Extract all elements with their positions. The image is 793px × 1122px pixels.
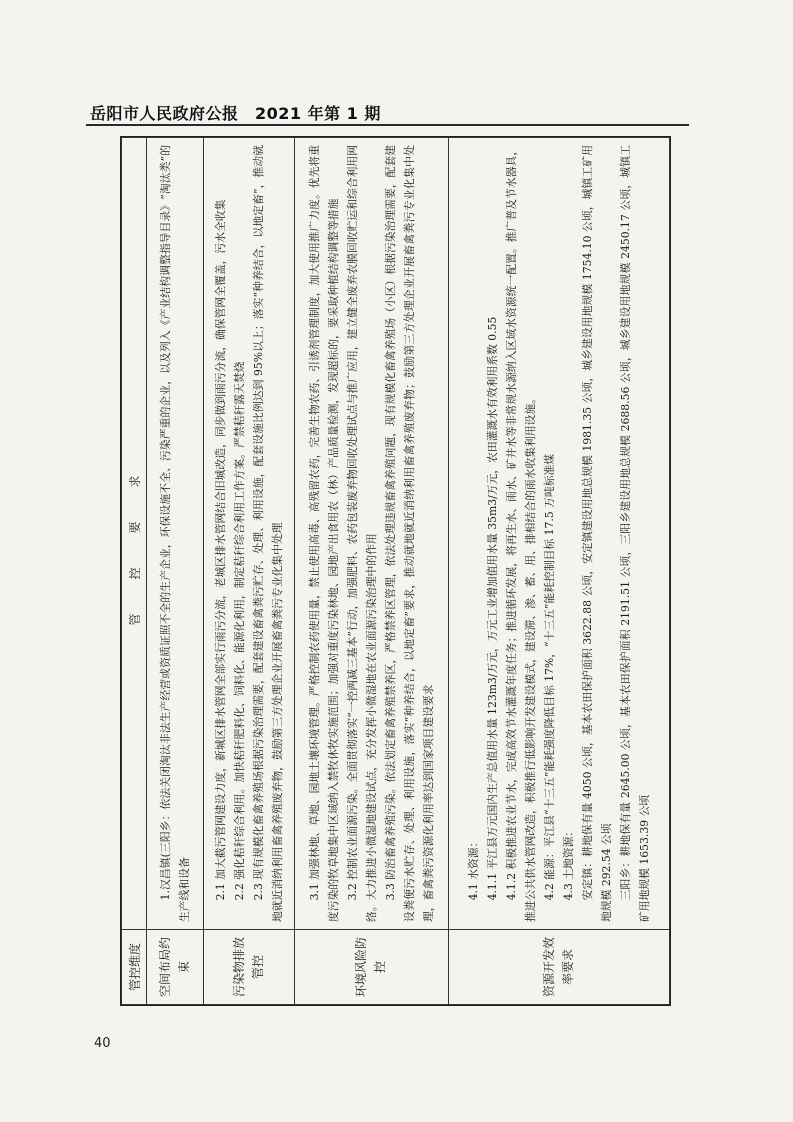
requirement-paragraph: 4.1.1 平江县万元国内生产总值用水量 123m3/万元，万元工业增加值用水量 35m3/万元，农田灌溉水有效利用系数 0.55 xyxy=(486,316,499,901)
page-number: 40 xyxy=(94,1036,111,1051)
requirement-paragraph: 2.1 加大截污管网建设力度，新城区排水管网全部实行雨污分流，老城区排水管网结合旧城改造，同步做到雨污分流，确保管网全覆盖，污水全收集 xyxy=(213,199,227,901)
dimension-cell: 资源开发效率要求 xyxy=(449,930,670,1005)
requirement-cell xyxy=(294,138,448,930)
header-dimension: 管控维度 xyxy=(122,930,147,1005)
header-requirement: 管控要求 xyxy=(122,138,147,930)
requirement-paragraph: 4.1 水资源： xyxy=(467,836,480,901)
dimension-cell: 污染物排放管控 xyxy=(203,930,294,1005)
requirement-paragraph: 3.3 防治畜禽养殖污染。依法划定畜禽养殖禁养区，严格禁养区管理，依法处理违规畜禽养殖问题，现有规模化畜禽养殖场（小区）根据污染治理需要，配套建设粪便污水贮存、处理、利用设施，落实“种养结合，以地定畜”要求，推动就地就近消纳利用畜禽养殖废弃物；鼓励第三方处理企业开展畜禽粪污专业化集中处理，畜禽粪污资源化利用率达到国家项目建设要求 xyxy=(383,145,435,922)
table-body xyxy=(147,138,670,1005)
requirement-paragraph: 4.3 土地资源： xyxy=(562,825,575,901)
table-row-spatial-layout xyxy=(147,138,204,1005)
control-requirements-table xyxy=(120,136,671,1006)
requirement-cell xyxy=(203,138,294,930)
requirement-paragraph: 安定镇：耕地保有量 4050 公顷，基本农田保护面积 3622.88 公顷，安定镇建设用地总规模 1981.35 公顷，城乡建设用地规模 1754.10 公顷，城镇工矿用地规模 292.54 公顷 xyxy=(581,145,613,922)
requirement-paragraph: 三阳乡：耕地保有量 2645.00 公顷，基本农田保护面积 2191.51 公顷，三阳乡建设用地总规模 2688.56 公顷，城乡建设用地规模 2450.17 公顷，城镇工矿用地规模 1653.39 公顷 xyxy=(619,145,651,922)
requirement-cell xyxy=(449,138,670,930)
requirement-paragraph: 3.1 加强林地、草地、园地土壤环境管理。严格控制农药使用量，禁止使用高毒、高残留农药，完善生物农药、引诱剂管理制度，加大使用推广力度。优先将重度污染的牧草地集中区域纳入禁牧休牧实施范围；加强对重度污染林地、园地产出食用农（林）产品质量检测，发现超标的，要采取种植结构调整等措施 xyxy=(307,145,340,922)
dimension-cell: 环境风险防控 xyxy=(294,930,448,1005)
requirement-paragraph: 3.2 控制农业面源污染。全面贯彻落实“一控两减三基本”行动，加强肥料、农药包装废弃物回收处理试点与推广应用，建立健全废弃农膜回收贮运和综合利用网络。大力推进小微湿地建设试点，充分发挥小微湿地在农业面源污染治理中的作用 xyxy=(345,145,378,922)
requirement-cell xyxy=(147,138,204,930)
requirement-paragraph: 1.汉昌镇(三阳乡：依法关闭淘汰非法生产经营或资质证照不全的生产企业，环保设施不全、污染严重的企业，以及列入《产业结构调整指导目录》“淘汰类”的生产线和设备 xyxy=(158,145,191,922)
requirement-paragraph: 4.1.2 积极推进农业节水，完成高效节水灌溉年度任务；推进循环发展，将再生水、雨水、矿井水等非常规水源纳入区域水资源统一配置。推广普及节水器具，推进公共供水管网改造，积极推行低影响开发建设模式，建设滞、渗、蓄、用、排相结合的雨水收集利用设施。 xyxy=(505,145,537,922)
bulletin-header-title: 岳阳市人民政府公报 2021 年第 1 期 xyxy=(90,104,381,123)
requirement-paragraph: 2.2 强化秸秆综合利用。加快秸秆肥料化、饲料化、能源化利用，制定秸秆综合利用工作方案。严禁秸秆露天焚烧 xyxy=(232,361,246,901)
table-row-environmental-risk xyxy=(294,138,448,1005)
header-rule xyxy=(86,124,689,126)
table-grid xyxy=(121,137,670,1005)
requirement-paragraph: 2.3 现有规模化畜禽养殖场根据污染治理需要，配套建设畜禽粪污贮存、处理、利用设施，配套设施比例达到 95%以上；落实“种养结合，以地定畜”，推动就地就近消纳利用畜禽养殖废弃物，鼓励第三方处理企业开展畜禽粪污专业化集中处理 xyxy=(251,145,284,922)
requirement-paragraph: 4.2 能源：平江县“十三五”能耗强度降低目标 17%，“十三五”能耗控制目标 17.5 万吨标准煤 xyxy=(543,453,556,901)
table-row-pollutant-emission xyxy=(203,138,294,1005)
table-header-row xyxy=(122,138,147,1005)
dimension-cell: 空间布局约束 xyxy=(147,930,204,1005)
table-row-resource-efficiency xyxy=(449,138,670,1005)
